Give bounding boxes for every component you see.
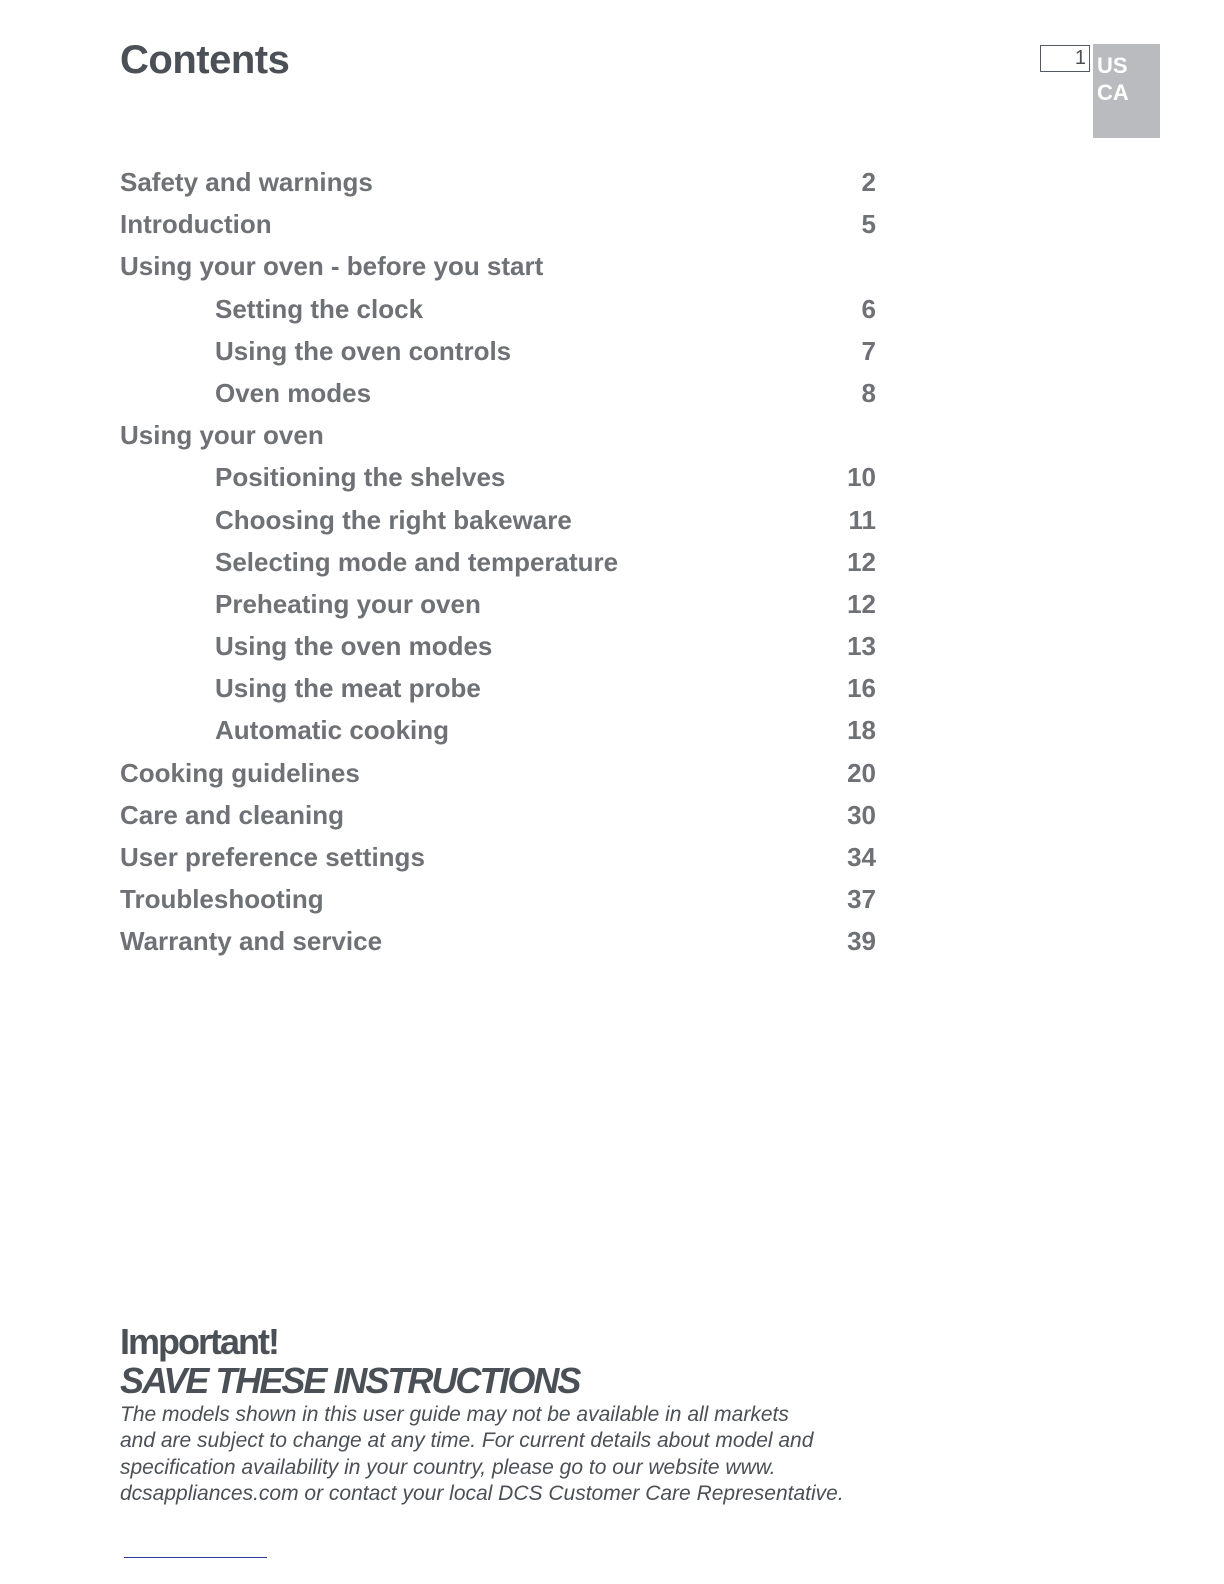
toc-entry[interactable] [120,372,876,414]
toc-entry[interactable] [120,836,876,878]
notice-line: specification availability in your country, please go to our website www. [120,1455,776,1479]
toc-entry-label: Setting the clock [215,293,424,324]
toc-entry[interactable] [120,203,876,245]
toc-entry-label: Preheating your oven [215,588,481,619]
toc-entry-label: Using the oven controls [215,335,512,366]
toc-entry-label: Oven modes [215,377,372,408]
toc-entry-label: Choosing the right bakeware [215,504,572,535]
toc-entry[interactable] [120,583,876,625]
notice-text [120,1402,860,1507]
toc-entry-label: Using the oven modes [215,631,493,662]
region-tab [1093,44,1160,138]
toc-entry-page: 2 [861,167,876,197]
important-heading: Important! [120,1321,278,1362]
toc-entry[interactable] [120,541,876,583]
toc-entry-page: 12 [847,588,876,619]
region-code-us: US [1097,53,1128,78]
toc-entry-label: Safety and warnings [120,167,373,197]
toc-entry[interactable] [120,709,876,751]
toc-entry-label: Selecting mode and temperature [215,546,619,577]
toc-entry-label: Warranty and service [120,926,383,957]
toc-entry-label: Cooking guidelines [120,757,360,788]
toc-entry-page: 6 [861,293,876,324]
toc-entry-page: 37 [847,884,876,915]
toc-entry[interactable] [120,161,876,203]
page-title: Contents [120,38,290,82]
footer-divider [124,1557,267,1558]
toc-entry-page: 5 [861,209,876,240]
toc-entry-label: Positioning the shelves [215,462,506,493]
toc-entry-page: 12 [847,546,876,577]
toc-entry[interactable] [120,245,876,287]
toc-entry-page: 16 [847,673,876,704]
toc-entry-page: 11 [848,504,876,535]
toc-entry-page: 34 [847,842,876,872]
toc-entry-label: Introduction [120,209,272,240]
table-of-contents [120,161,876,963]
toc-entry-page: 7 [861,335,876,366]
toc-entry-page: 20 [847,757,876,788]
toc-entry[interactable] [120,878,876,920]
toc-entry-label: Using the meat probe [215,673,481,704]
toc-entry-label: Troubleshooting [120,884,324,915]
toc-entry[interactable] [120,414,876,456]
toc-entry-label: User preference settings [120,842,425,872]
toc-entry[interactable] [120,920,876,962]
notice-line: and are subject to change at any time. For current details about model and [120,1429,814,1453]
toc-entry[interactable] [120,667,876,709]
toc-entry-page: 18 [847,715,876,746]
toc-entry-page: 13 [847,631,876,662]
toc-entry[interactable] [120,752,876,794]
toc-entry-label: Using your oven [120,420,324,451]
important-notice [120,1322,880,1507]
toc-entry[interactable] [120,625,876,667]
toc-entry-label: Using your oven - before you start [120,251,544,282]
toc-entry[interactable] [120,456,876,498]
toc-entry[interactable] [120,499,876,541]
notice-line: dcsappliances.com or contact your local DCS Customer Care Representative. [120,1481,844,1505]
save-instructions-heading: SAVE THESE INSTRUCTIONS [120,1360,580,1401]
region-code-ca: CA [1097,80,1129,105]
toc-entry[interactable] [120,288,876,330]
toc-entry-label: Care and cleaning [120,799,344,830]
page-number: 1 [1040,45,1090,72]
toc-entry[interactable] [120,330,876,372]
toc-entry[interactable] [120,794,876,836]
toc-entry-page: 39 [847,926,876,957]
toc-entry-page: 8 [861,377,876,408]
notice-line: The models shown in this user guide may not be available in all markets [120,1403,789,1426]
toc-entry-page: 10 [847,462,876,493]
toc-entry-page: 30 [847,799,876,830]
toc-entry-label: Automatic cooking [215,715,450,746]
